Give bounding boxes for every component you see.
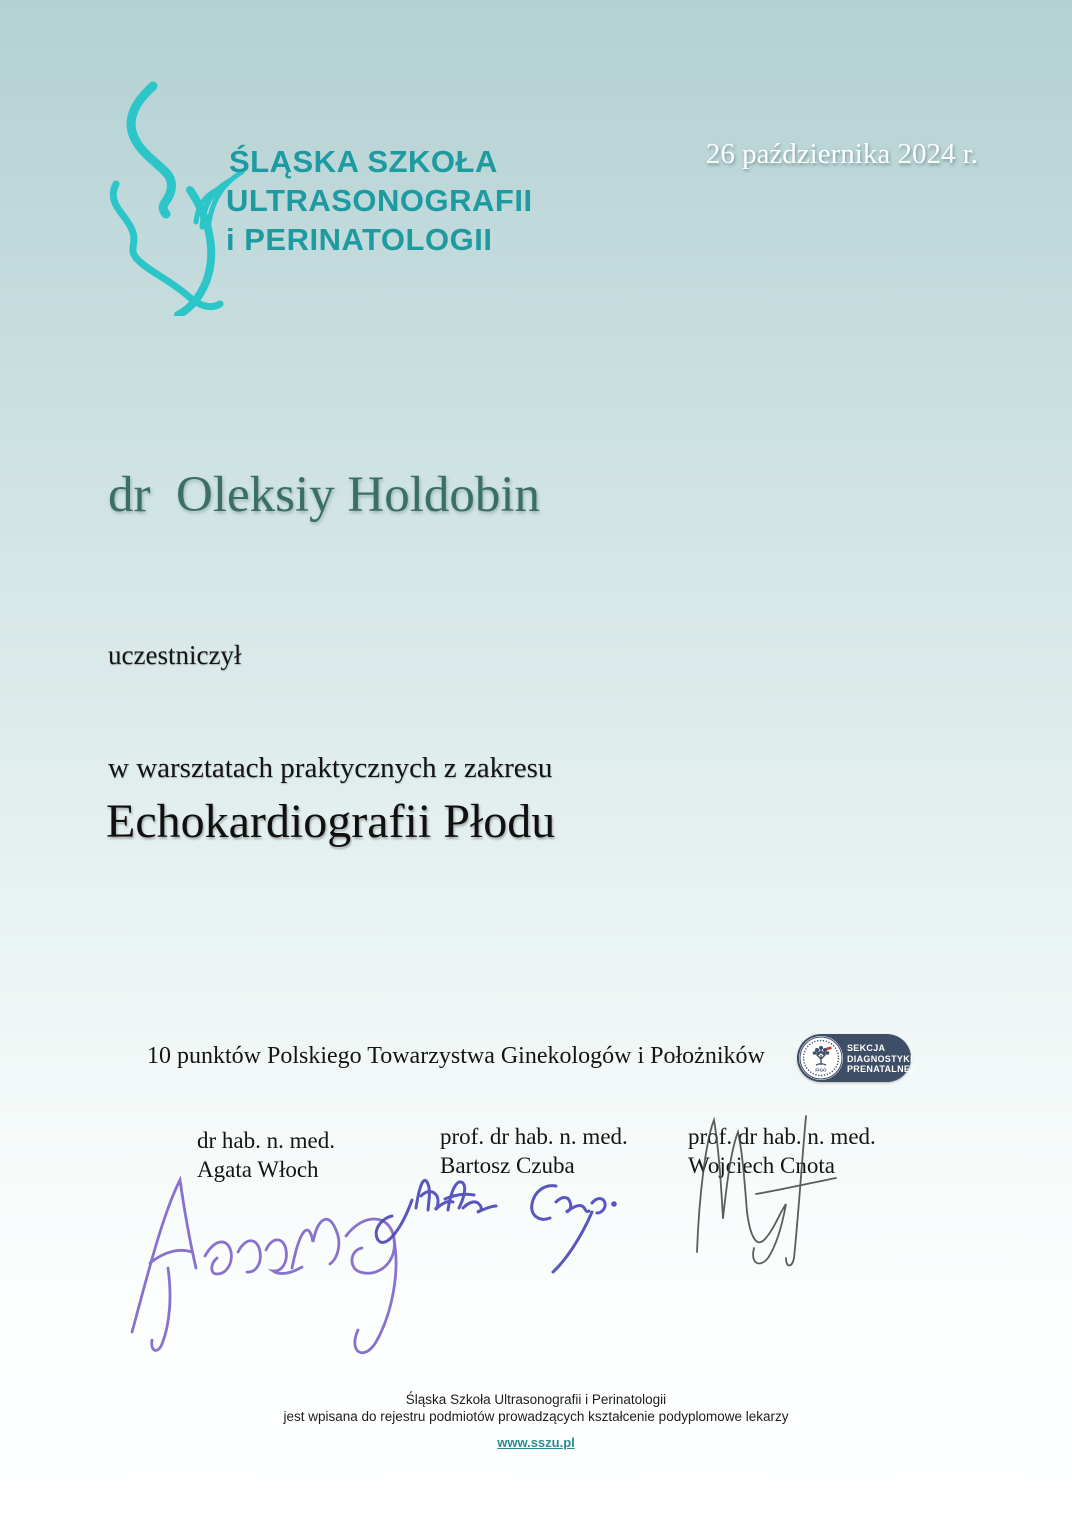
badge-label-line2: DIAGNOSTYKI [847,1053,913,1064]
ultrasound-waves-logo-icon [98,80,246,316]
course-title: Echokardiografii Płodu [106,795,556,848]
points-statement: 10 punktów Polskiego Towarzystwa Ginekologów i Położników [147,1043,765,1069]
signature-agata-wloch-icon [132,1180,396,1353]
figo-emblem-icon [799,1036,843,1080]
svg-text:FIGO: FIGO [815,1067,827,1073]
signatory-title: prof. dr hab. n. med. [440,1124,628,1149]
participation-text: uczestniczył [108,640,242,670]
school-name [226,142,533,259]
school-name-line1: ŚLĄSKA SZKOŁA [229,144,498,179]
signatory-title: dr hab. n. med. [197,1128,335,1153]
recipient-name: dr Oleksiy Holdobin [108,467,541,523]
signatory-name: Agata Włoch [197,1157,319,1182]
signature-bartosz-czuba-icon [376,1180,617,1272]
signatory-title: prof. dr hab. n. med. [688,1124,876,1149]
signature-wojciech-cnota-icon [697,1116,836,1266]
footer-registration-note [0,1391,1072,1425]
course-intro: w warsztatach praktycznych z zakresu [108,752,553,784]
school-name-line2: ULTRASONOGRAFII [226,183,533,218]
handwritten-signatures [0,1100,1072,1360]
signatory-name: Bartosz Czuba [440,1153,575,1178]
prenatal-diagnostics-section-badge [797,1034,916,1082]
signatory-name: Wojciech Cnota [688,1153,835,1178]
footer-website [0,1435,1072,1450]
website-link[interactable]: www.sszu.pl [497,1435,575,1450]
badge-label [847,1043,915,1075]
school-name-line3: i PERINATOLOGII [226,222,493,257]
badge-label-line1: SEKCJA [847,1043,886,1053]
footer-line2: jest wpisana do rejestru podmiotów prowadzących kształcenie podyplomowe lekarzy [283,1409,789,1424]
certificate-date: 26 października 2024 r. [705,138,978,170]
badge-label-line3: PRENATALNEJ [847,1064,916,1074]
footer-line1: Śląska Szkoła Ultrasonografii i Perinatologii [405,1392,667,1407]
